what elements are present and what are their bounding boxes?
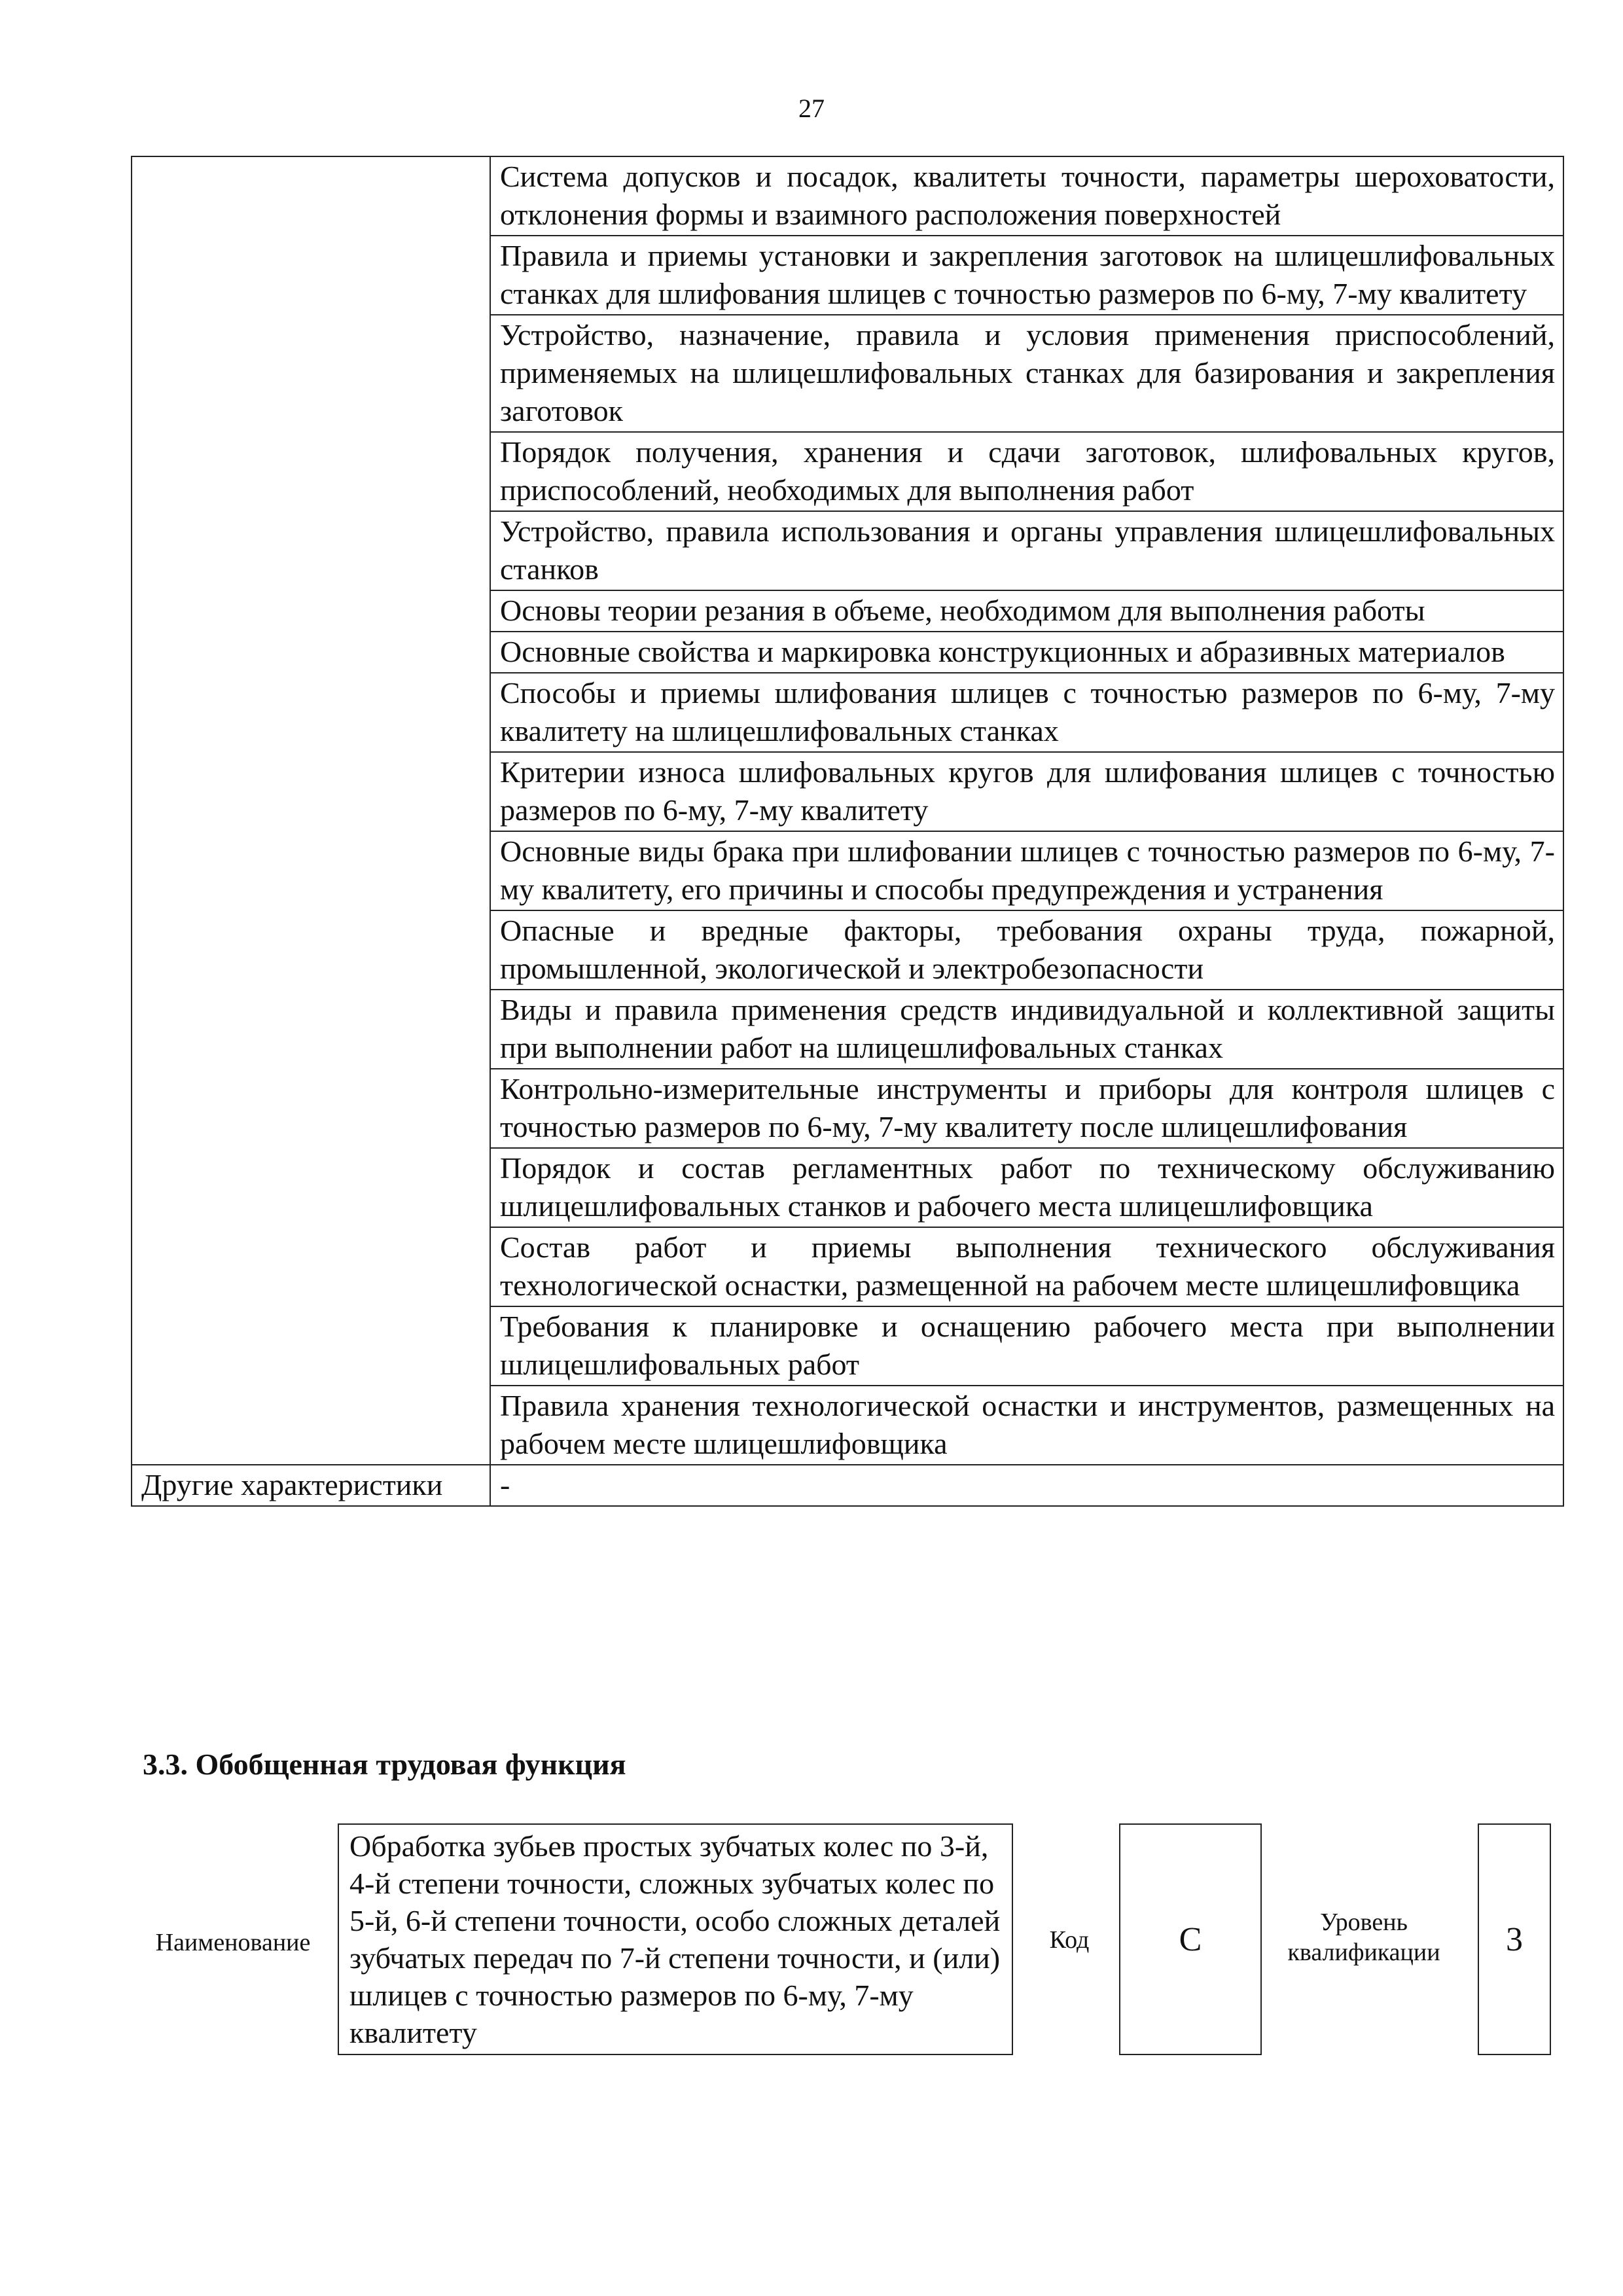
requirement-cell: Состав работ и приемы выполнения технического обслуживания технологической оснастки, размещенной на рабочем месте шлицешлифовщика <box>490 1227 1563 1306</box>
knowledge-table-body <box>132 156 1563 1506</box>
requirement-cell: Устройство, назначение, правила и условия применения приспособлений, применяемых на шлицешлифовальных станках для базирования и закрепления заготовок <box>490 315 1563 432</box>
table-label-cell-empty <box>132 156 490 1465</box>
section-heading: 3.3. Обобщенная трудовая функция <box>143 1748 626 1781</box>
knowledge-table <box>131 156 1564 1507</box>
requirement-cell: Требования к планировке и оснащению рабочего места при выполнении шлицешлифовальных работ <box>490 1306 1563 1386</box>
requirement-cell: Правила и приемы установки и закрепления заготовок на шлицешлифовальных станках для шлифования шлицев с точностью размеров по 6-му, 7-му квалитету <box>490 236 1563 315</box>
requirement-cell: Основные свойства и маркировка конструкционных и абразивных материалов <box>490 632 1563 673</box>
qualification-level-box: 3 <box>1478 1823 1551 2055</box>
requirement-cell: Способы и приемы шлифования шлицев с точностью размеров по 6-му, 7-му квалитету на шлицешлифовальных станках <box>490 673 1563 752</box>
requirement-cell: Порядок получения, хранения и сдачи заготовок, шлифовальных кругов, приспособлений, необходимых для выполнения работ <box>490 432 1563 511</box>
other-characteristics-value: - <box>490 1465 1563 1506</box>
function-name-box: Обработка зубьев простых зубчатых колес по 3-й, 4-й степени точности, сложных зубчатых колес по 5-й, 6-й степени точности, особо сложных деталей зубчатых передач по 7-й степени точности, и (или) шлицев с точностью размеров по 6-му, 7-му квалитету <box>338 1823 1013 2055</box>
page-number: 27 <box>798 94 825 123</box>
requirement-cell: Контрольно-измерительные инструменты и приборы для контроля шлицев с точностью размеров по 6-му, 7-му квалитету после шлицешлифования <box>490 1069 1563 1148</box>
qualification-level-label: Уровень квалификации <box>1287 1909 1440 1966</box>
requirement-cell: Виды и правила применения средств индивидуальной и коллективной защиты при выполнении работ на шлицешлифовальных станках <box>490 990 1563 1069</box>
table-row-other <box>132 1465 1563 1506</box>
code-box: C <box>1119 1823 1262 2055</box>
name-label: Наименование <box>155 1929 311 1956</box>
requirement-cell: Система допусков и посадок, квалитеты точности, параметры шероховатости, отклонения формы и взаимного расположения поверхностей <box>490 156 1563 236</box>
requirement-cell: Устройство, правила использования и органы управления шлицешлифовальных станков <box>490 511 1563 590</box>
requirement-cell: Критерии износа шлифовальных кругов для шлифования шлицев с точностью размеров по 6-му, 7-му квалитету <box>490 752 1563 831</box>
table-row <box>132 156 1563 236</box>
requirement-cell: Основные виды брака при шлифовании шлицев с точностью размеров по 6-му, 7-му квалитету, его причины и способы предупреждения и устранения <box>490 831 1563 910</box>
code-label: Код <box>1049 1926 1090 1954</box>
requirement-cell: Опасные и вредные факторы, требования охраны труда, пожарной, промышленной, экологической и электробезопасности <box>490 910 1563 990</box>
requirement-cell: Основы теории резания в объеме, необходимом для выполнения работы <box>490 590 1563 632</box>
other-characteristics-label: Другие характеристики <box>132 1465 490 1506</box>
requirement-cell: Порядок и состав регламентных работ по техническому обслуживанию шлицешлифовальных станков и рабочего места шлицешлифовщика <box>490 1148 1563 1227</box>
requirement-cell: Правила хранения технологической оснастки и инструментов, размещенных на рабочем месте шлицешлифовщика <box>490 1386 1563 1465</box>
